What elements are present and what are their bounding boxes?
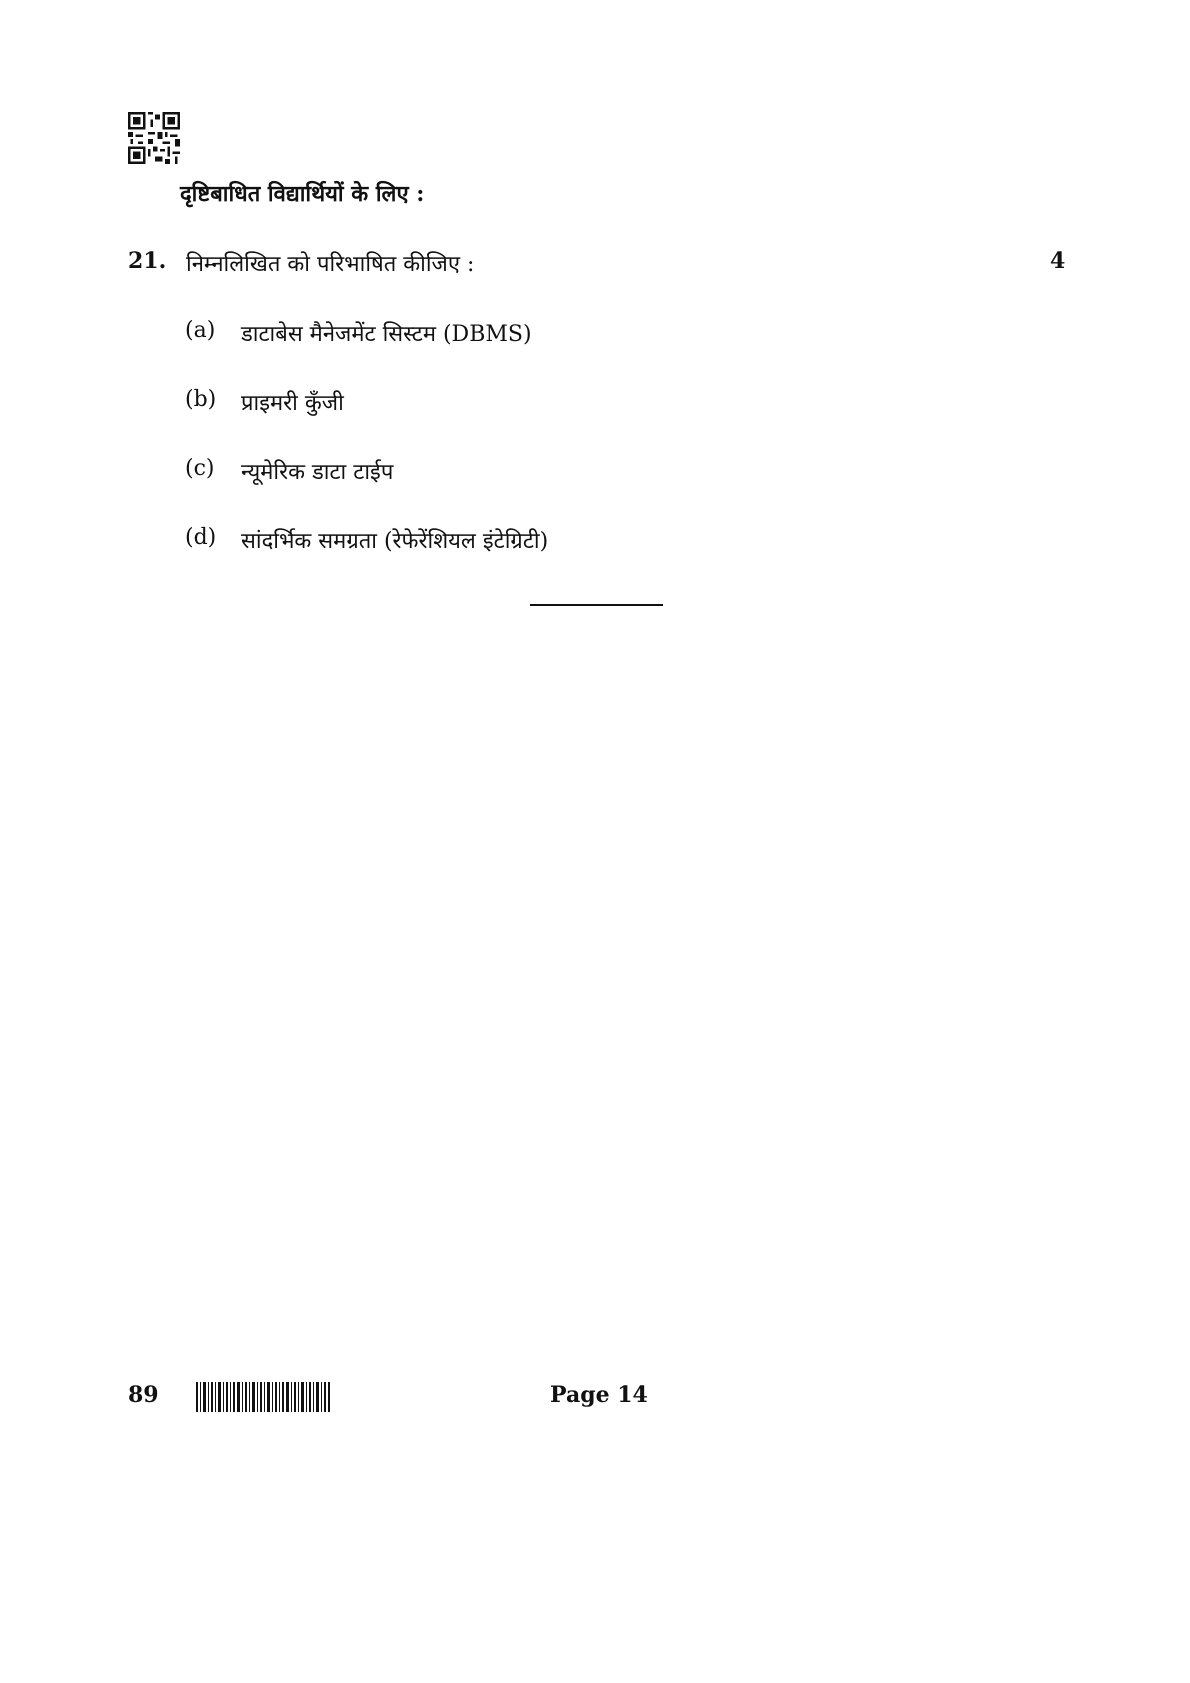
sub-question-label: (d) <box>185 525 217 550</box>
sub-question-label: (c) <box>185 456 215 481</box>
question-marks: 4 <box>1050 248 1066 274</box>
question-text: निम्नलिखित को परिभाषित कीजिए : <box>186 252 475 277</box>
sub-question-label: (a) <box>185 318 216 343</box>
sub-question-d <box>185 525 548 555</box>
sub-question-b <box>185 387 344 417</box>
end-separator <box>530 604 663 606</box>
sub-question-a <box>185 318 532 348</box>
sub-question-c <box>185 456 393 486</box>
qr-code-icon <box>128 112 180 164</box>
section-title: दृष्टिबाधित विद्यार्थियों के लिए : <box>180 181 425 207</box>
question-number: 21. <box>128 248 167 274</box>
footer-code: 89 <box>128 1382 159 1408</box>
page-number: Page 14 <box>550 1382 648 1408</box>
sub-question-text: सांदर्भिक समग्रता (रेफेरेंशियल इंटेग्रिटी) <box>241 529 549 554</box>
sub-question-text: डाटाबेस मैनेजमेंट सिस्टम (DBMS) <box>241 322 532 347</box>
sub-question-text: न्यूमेरिक डाटा टाईप <box>241 460 394 485</box>
sub-question-text: प्राइमरी कुँजी <box>241 391 344 416</box>
sub-question-label: (b) <box>185 387 217 412</box>
barcode-icon <box>196 1382 330 1412</box>
